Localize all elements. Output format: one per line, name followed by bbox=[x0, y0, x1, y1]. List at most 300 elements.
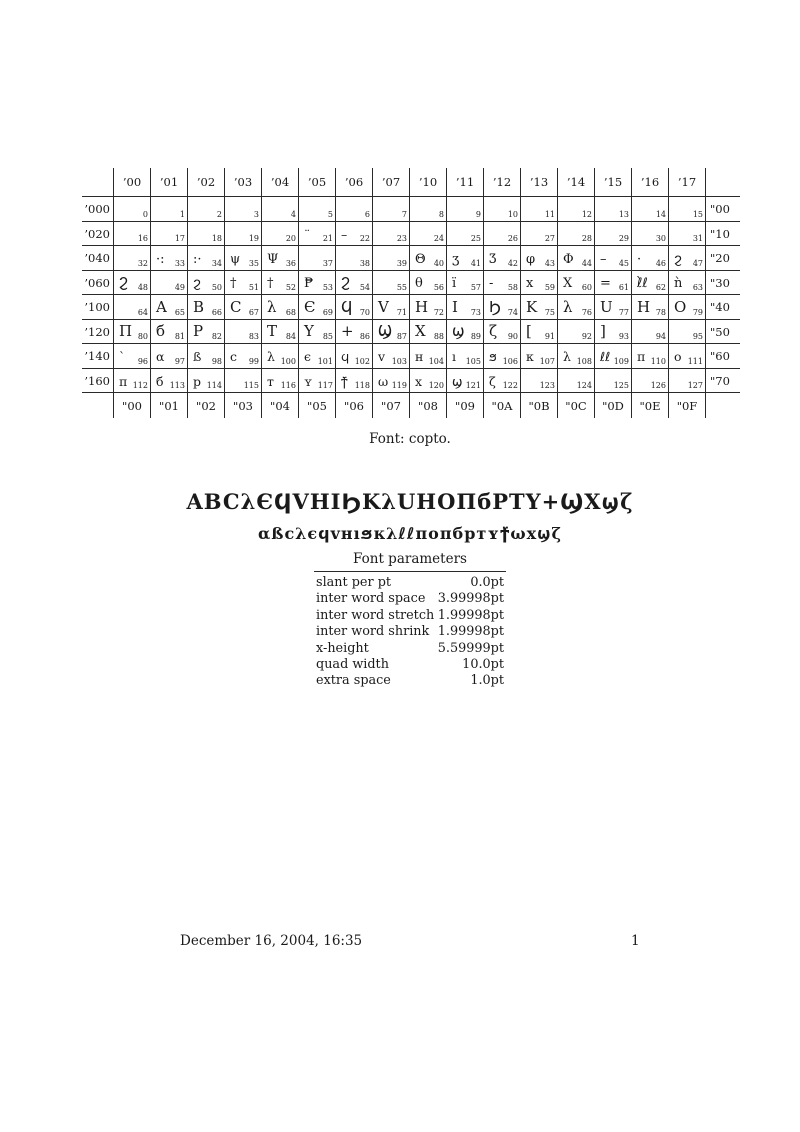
chart-cell-glyph: ·: bbox=[156, 251, 165, 267]
hex-label-bottom: "0C bbox=[557, 392, 594, 418]
chart-cell-index: 3 bbox=[253, 209, 259, 219]
chart-cell-index: 74 bbox=[507, 307, 518, 317]
chart-cell-index: 11 bbox=[544, 209, 555, 219]
chart-cell bbox=[187, 221, 224, 246]
chart-cell bbox=[150, 294, 187, 319]
col-header: ’04 bbox=[261, 168, 298, 196]
chart-cell-index: 48 bbox=[137, 283, 148, 292]
chart-cell-glyph: Ψ bbox=[267, 251, 279, 267]
chart-cell bbox=[631, 221, 668, 246]
corner-cell bbox=[82, 168, 113, 196]
chart-cell bbox=[187, 343, 224, 368]
font-parameter-row bbox=[316, 641, 504, 657]
hex-label-bottom: "0D bbox=[594, 392, 631, 418]
chart-cell bbox=[335, 221, 372, 246]
chart-cell bbox=[372, 270, 409, 295]
font-parameter-label: inter word space bbox=[316, 591, 426, 607]
chart-cell-index: 35 bbox=[248, 258, 259, 268]
chart-cell bbox=[261, 221, 298, 246]
chart-cell-index: 127 bbox=[687, 381, 703, 390]
chart-cell-glyph: – bbox=[600, 251, 607, 267]
chart-cell bbox=[261, 343, 298, 368]
chart-cell-index: 125 bbox=[613, 381, 629, 390]
chart-cell bbox=[520, 368, 557, 393]
chart-cell-index: 92 bbox=[581, 332, 592, 341]
chart-cell bbox=[224, 196, 261, 221]
chart-cell-glyph: Ʒ bbox=[489, 251, 497, 267]
chart-cell-glyph: v bbox=[378, 349, 386, 364]
chart-cell-index: 2 bbox=[216, 209, 222, 219]
chart-cell bbox=[298, 270, 335, 295]
chart-cell bbox=[372, 368, 409, 393]
chart-cell bbox=[668, 270, 705, 295]
chart-cell bbox=[409, 368, 446, 393]
font-parameter-row bbox=[316, 657, 504, 673]
chart-cell-index: 34 bbox=[211, 258, 222, 268]
chart-cell-index: 86 bbox=[359, 332, 370, 341]
chart-cell bbox=[446, 368, 483, 393]
chart-cell-glyph: φ bbox=[526, 251, 536, 267]
chart-cell bbox=[298, 368, 335, 393]
hex-label-bottom: "05 bbox=[298, 392, 335, 418]
chart-cell-index: 93 bbox=[618, 332, 629, 341]
hex-label-right: "10 bbox=[705, 221, 740, 246]
col-header: ’13 bbox=[520, 168, 557, 196]
chart-cell bbox=[150, 196, 187, 221]
chart-cell bbox=[520, 196, 557, 221]
chart-cell-glyph: λ bbox=[563, 297, 573, 316]
chart-cell bbox=[557, 270, 594, 295]
hex-label-right: "30 bbox=[705, 270, 740, 295]
hex-label-bottom: "0B bbox=[520, 392, 557, 418]
hex-label-bottom: "07 bbox=[372, 392, 409, 418]
chart-cell-glyph: H bbox=[415, 297, 429, 316]
chart-cell-index: 61 bbox=[618, 283, 629, 292]
chart-cell-index: 16 bbox=[137, 234, 148, 243]
chart-cell-glyph: · bbox=[637, 251, 642, 267]
hex-label-bottom: "06 bbox=[335, 392, 372, 418]
chart-cell bbox=[335, 319, 372, 344]
chart-cell-glyph: P bbox=[193, 322, 204, 340]
row-header: ’100 bbox=[82, 294, 113, 319]
chart-cell-index: 103 bbox=[391, 356, 407, 366]
hex-label-bottom: "04 bbox=[261, 392, 298, 418]
chart-cell-index: 120 bbox=[428, 381, 444, 390]
col-header: ’01 bbox=[150, 168, 187, 196]
chart-cell-index: 24 bbox=[433, 234, 444, 243]
chart-cell-glyph: † bbox=[230, 276, 237, 291]
chart-cell-glyph: б bbox=[156, 322, 166, 340]
chart-cell-glyph: ] bbox=[600, 322, 606, 340]
chart-cell bbox=[224, 245, 261, 270]
chart-cell-index: 8 bbox=[438, 209, 444, 219]
chart-cell-index: 99 bbox=[248, 356, 259, 366]
chart-cell bbox=[520, 319, 557, 344]
chart-cell-index: 9 bbox=[475, 209, 481, 219]
chart-cell-index: 96 bbox=[137, 356, 148, 366]
row-header: ’140 bbox=[82, 343, 113, 368]
chart-cell bbox=[446, 343, 483, 368]
chart-cell bbox=[335, 245, 372, 270]
chart-cell bbox=[372, 343, 409, 368]
chart-cell-glyph: λ bbox=[267, 297, 277, 316]
row-header: ’040 bbox=[82, 245, 113, 270]
chart-cell-index: 77 bbox=[618, 307, 629, 317]
chart-cell bbox=[594, 319, 631, 344]
font-parameter-row bbox=[316, 608, 504, 624]
chart-cell-index: 5 bbox=[327, 209, 333, 219]
chart-cell bbox=[335, 196, 372, 221]
col-header: ’05 bbox=[298, 168, 335, 196]
chart-cell-index: 10 bbox=[507, 209, 518, 219]
chart-cell-glyph: V bbox=[378, 297, 389, 316]
chart-cell bbox=[150, 343, 187, 368]
chart-cell bbox=[668, 368, 705, 393]
chart-cell-index: 85 bbox=[322, 332, 333, 341]
chart-cell bbox=[187, 319, 224, 344]
chart-cell-index: 126 bbox=[650, 381, 666, 390]
font-parameters-rows bbox=[316, 575, 504, 690]
chart-cell bbox=[298, 196, 335, 221]
chart-cell-glyph: ʒ bbox=[452, 251, 460, 267]
chart-cell-glyph: к bbox=[526, 349, 534, 364]
chart-cell-glyph: ζ bbox=[489, 322, 498, 340]
chart-cell-index: 19 bbox=[248, 234, 259, 243]
chart-cell bbox=[594, 221, 631, 246]
chart-cell-glyph: T bbox=[267, 322, 278, 340]
chart-cell-glyph: = bbox=[600, 276, 611, 291]
col-header: ’10 bbox=[409, 168, 446, 196]
chart-cell-index: 60 bbox=[581, 283, 592, 292]
hex-label-bottom: "09 bbox=[446, 392, 483, 418]
font-parameter-value: 1.99998pt bbox=[437, 607, 504, 623]
chart-cell-index: 79 bbox=[692, 307, 703, 317]
col-header: ’14 bbox=[557, 168, 594, 196]
chart-cell bbox=[224, 319, 261, 344]
chart-cell-index: 113 bbox=[169, 381, 185, 390]
chart-cell-index: 50 bbox=[211, 283, 222, 292]
col-header: ’11 bbox=[446, 168, 483, 196]
chart-cell-index: 124 bbox=[576, 381, 592, 390]
chart-cell bbox=[520, 343, 557, 368]
font-parameter-label: slant per pt bbox=[316, 575, 392, 590]
chart-cell bbox=[150, 245, 187, 270]
chart-cell-index: 55 bbox=[396, 283, 407, 292]
chart-cell-glyph: ı bbox=[452, 349, 456, 364]
chart-cell-glyph: б bbox=[156, 373, 164, 389]
chart-cell-glyph: † bbox=[267, 276, 274, 291]
chart-cell bbox=[261, 294, 298, 319]
chart-cell bbox=[187, 196, 224, 221]
chart-cell-index: 44 bbox=[581, 258, 592, 268]
chart-cell bbox=[483, 368, 520, 393]
chart-cell bbox=[668, 319, 705, 344]
row-header: ’060 bbox=[82, 270, 113, 295]
chart-cell-index: 78 bbox=[655, 307, 666, 317]
chart-cell-index: 51 bbox=[248, 283, 259, 292]
chart-cell bbox=[631, 270, 668, 295]
chart-cell-glyph: ß bbox=[193, 349, 202, 364]
page-number: 1 bbox=[631, 933, 640, 949]
chart-cell bbox=[446, 245, 483, 270]
chart-cell-index: 27 bbox=[544, 234, 555, 243]
chart-cell-index: 52 bbox=[285, 283, 296, 292]
chart-cell bbox=[594, 368, 631, 393]
chart-cell-glyph: π bbox=[119, 373, 128, 389]
chart-cell bbox=[483, 221, 520, 246]
chart-cell bbox=[113, 343, 150, 368]
chart-cell bbox=[483, 343, 520, 368]
chart-cell-index: 62 bbox=[655, 283, 666, 292]
chart-cell-glyph: U bbox=[600, 297, 613, 316]
chart-cell-index: 54 bbox=[359, 283, 370, 292]
chart-cell bbox=[187, 368, 224, 393]
chart-cell-index: 98 bbox=[211, 356, 222, 366]
chart-cell-glyph: Ϧ bbox=[489, 297, 501, 316]
chart-cell bbox=[298, 245, 335, 270]
chart-cell-index: 1 bbox=[179, 209, 185, 219]
chart-cell-index: 119 bbox=[391, 381, 407, 390]
chart-cell-index: 68 bbox=[285, 307, 296, 317]
chart-cell-glyph: ₱ bbox=[304, 276, 314, 291]
chart-cell-index: 87 bbox=[396, 332, 407, 341]
chart-cell bbox=[298, 343, 335, 368]
chart-cell-index: 109 bbox=[613, 356, 629, 366]
chart-cell bbox=[668, 196, 705, 221]
chart-cell-index: 116 bbox=[280, 381, 296, 390]
chart-cell-index: 20 bbox=[285, 234, 296, 243]
col-header: ’07 bbox=[372, 168, 409, 196]
chart-cell-index: 118 bbox=[354, 381, 370, 390]
chart-cell-index: 107 bbox=[539, 356, 555, 366]
chart-cell-glyph: ω bbox=[378, 373, 389, 389]
chart-cell-index: 64 bbox=[137, 307, 148, 317]
chart-cell-index: 32 bbox=[137, 258, 148, 268]
chart-cell-index: 114 bbox=[206, 381, 222, 390]
chart-cell bbox=[409, 270, 446, 295]
chart-cell-index: 31 bbox=[692, 234, 703, 243]
chart-cell-glyph: Ϩ bbox=[119, 276, 128, 291]
chart-cell bbox=[372, 196, 409, 221]
chart-cell bbox=[631, 368, 668, 393]
chart-cell-index: 112 bbox=[132, 381, 148, 390]
chart-cell bbox=[298, 294, 335, 319]
chart-cell bbox=[372, 221, 409, 246]
col-header: ’03 bbox=[224, 168, 261, 196]
chart-cell bbox=[557, 294, 594, 319]
chart-cell-index: 53 bbox=[322, 283, 333, 292]
chart-cell-glyph: θ bbox=[415, 276, 423, 291]
chart-cell-glyph: н bbox=[415, 349, 424, 364]
chart-cell-glyph: ℓℓ bbox=[600, 349, 611, 364]
chart-cell-index: 36 bbox=[285, 258, 296, 268]
chart-cell-index: 83 bbox=[248, 332, 259, 341]
chart-cell bbox=[483, 270, 520, 295]
font-parameters-table bbox=[316, 551, 504, 690]
chart-cell-glyph: Υ bbox=[304, 322, 314, 340]
chart-cell bbox=[557, 343, 594, 368]
chart-cell bbox=[335, 294, 372, 319]
chart-cell bbox=[520, 294, 557, 319]
chart-cell bbox=[298, 221, 335, 246]
chart-cell-index: 111 bbox=[687, 356, 703, 366]
chart-cell-glyph: ϥ bbox=[341, 349, 350, 364]
chart-cell-glyph: т bbox=[267, 373, 274, 389]
hex-label-bottom: "00 bbox=[113, 392, 150, 418]
chart-cell-glyph: O bbox=[674, 297, 687, 316]
chart-cell-index: 6 bbox=[364, 209, 370, 219]
chart-cell-glyph: + bbox=[341, 322, 354, 340]
hex-label-right: "00 bbox=[705, 196, 740, 221]
chart-cell bbox=[594, 294, 631, 319]
chart-cell bbox=[372, 319, 409, 344]
chart-cell-index: 43 bbox=[544, 258, 555, 268]
chart-cell-glyph: X bbox=[563, 276, 573, 291]
chart-cell bbox=[668, 221, 705, 246]
chart-cell bbox=[594, 343, 631, 368]
divider bbox=[314, 571, 506, 572]
chart-cell-index: 47 bbox=[692, 258, 703, 268]
chart-cell-glyph: λ bbox=[563, 349, 571, 364]
footer-date: December 16, 2004, 16:35 bbox=[180, 933, 363, 949]
chart-cell bbox=[483, 294, 520, 319]
chart-cell-index: 121 bbox=[465, 381, 481, 390]
chart-cell bbox=[446, 294, 483, 319]
chart-cell-index: 67 bbox=[248, 307, 259, 317]
chart-cell-glyph: Є bbox=[304, 297, 316, 316]
chart-cell bbox=[668, 245, 705, 270]
corner-cell bbox=[705, 168, 740, 196]
chart-cell bbox=[631, 319, 668, 344]
chart-cell bbox=[483, 319, 520, 344]
chart-cell bbox=[224, 221, 261, 246]
chart-cell-index: 12 bbox=[581, 209, 592, 219]
chart-cell-glyph: C bbox=[230, 297, 242, 316]
font-parameter-label: inter word stretch bbox=[316, 607, 435, 623]
chart-cell bbox=[594, 245, 631, 270]
font-parameter-value: 10.0pt bbox=[462, 657, 504, 673]
chart-cell bbox=[150, 319, 187, 344]
font-parameter-value: 1.0pt bbox=[470, 673, 504, 689]
sample-uppercase: ABCλЄϤVHIϦKλUHOΠбPTΥ+ϢXϣζ bbox=[186, 489, 634, 514]
chart-cell-index: 7 bbox=[401, 209, 407, 219]
chart-cell-index: 42 bbox=[507, 258, 518, 268]
hex-label-right: "70 bbox=[705, 368, 740, 393]
chart-cell-index: 94 bbox=[655, 332, 666, 341]
chart-cell bbox=[483, 196, 520, 221]
chart-cell-index: 40 bbox=[433, 258, 444, 268]
chart-cell bbox=[631, 196, 668, 221]
col-header: ’06 bbox=[335, 168, 372, 196]
chart-cell bbox=[557, 245, 594, 270]
chart-cell-index: 104 bbox=[428, 356, 444, 366]
chart-cell bbox=[409, 221, 446, 246]
chart-cell bbox=[557, 368, 594, 393]
chart-cell-index: 29 bbox=[618, 234, 629, 243]
chart-cell bbox=[446, 221, 483, 246]
chart-cell-index: 23 bbox=[396, 234, 407, 243]
chart-cell-glyph: ϯ̈ bbox=[341, 373, 348, 389]
col-header: ’16 bbox=[631, 168, 668, 196]
chart-cell-glyph: K bbox=[526, 297, 538, 316]
chart-cell-index: 0 bbox=[142, 209, 148, 219]
chart-cell-index: 13 bbox=[618, 209, 629, 219]
chart-cell-index: 72 bbox=[433, 307, 444, 317]
font-parameter-value: 3.99998pt bbox=[437, 591, 504, 607]
chart-cell-glyph: ϣ bbox=[452, 322, 465, 340]
chart-cell-index: 69 bbox=[322, 307, 333, 317]
font-parameter-row bbox=[316, 591, 504, 607]
chart-cell-index: 41 bbox=[470, 258, 481, 268]
col-header: ’00 bbox=[113, 168, 150, 196]
chart-cell bbox=[113, 196, 150, 221]
chart-cell-index: 84 bbox=[285, 332, 296, 341]
chart-cell-glyph: B bbox=[193, 297, 205, 316]
chart-cell-index: 71 bbox=[396, 307, 407, 317]
chart-cell-index: 21 bbox=[322, 234, 333, 243]
chart-cell bbox=[187, 294, 224, 319]
chart-cell bbox=[150, 368, 187, 393]
chart-cell-glyph: Ϥ bbox=[341, 297, 353, 316]
chart-cell bbox=[631, 294, 668, 319]
chart-cell bbox=[409, 196, 446, 221]
chart-cell bbox=[446, 270, 483, 295]
chart-cell-glyph: ℓ̀ℓ bbox=[637, 276, 648, 291]
chart-cell-index: 89 bbox=[470, 332, 481, 341]
chart-cell-glyph: [ bbox=[526, 322, 532, 340]
chart-cell bbox=[668, 294, 705, 319]
chart-cell-glyph: Π bbox=[119, 322, 133, 340]
chart-cell bbox=[224, 368, 261, 393]
chart-cell bbox=[150, 221, 187, 246]
chart-cell bbox=[113, 270, 150, 295]
chart-cell-glyph: α bbox=[156, 349, 165, 364]
chart-cell-glyph: Ϩ bbox=[341, 276, 350, 291]
hex-label-right: "20 bbox=[705, 245, 740, 270]
chart-cell bbox=[335, 368, 372, 393]
chart-cell-index: 30 bbox=[655, 234, 666, 243]
chart-cell bbox=[409, 319, 446, 344]
chart-cell bbox=[261, 196, 298, 221]
chart-cell bbox=[224, 343, 261, 368]
chart-cell-index: 56 bbox=[433, 283, 444, 292]
chart-cell-index: 37 bbox=[322, 258, 333, 268]
col-header: ’17 bbox=[668, 168, 705, 196]
col-header: ’12 bbox=[483, 168, 520, 196]
chart-cell bbox=[446, 196, 483, 221]
chart-cell-index: 105 bbox=[465, 356, 481, 366]
chart-cell bbox=[557, 319, 594, 344]
hex-label-right: "50 bbox=[705, 319, 740, 344]
chart-cell bbox=[224, 270, 261, 295]
chart-cell bbox=[557, 221, 594, 246]
chart-cell-glyph: ` bbox=[119, 349, 126, 364]
chart-cell bbox=[409, 245, 446, 270]
font-parameter-row bbox=[316, 575, 504, 591]
chart-cell-index: 70 bbox=[359, 307, 370, 317]
chart-cell-glyph: X bbox=[415, 322, 426, 340]
chart-cell-glyph: ϣ bbox=[452, 373, 463, 389]
chart-cell-index: 106 bbox=[502, 356, 518, 366]
chart-cell bbox=[113, 221, 150, 246]
chart-cell-index: 95 bbox=[692, 332, 703, 341]
chart-cell-index: 63 bbox=[692, 283, 703, 292]
chart-cell-index: 117 bbox=[317, 381, 333, 390]
chart-cell bbox=[187, 270, 224, 295]
chart-cell-index: 123 bbox=[539, 381, 555, 390]
chart-cell bbox=[261, 368, 298, 393]
chart-cell bbox=[335, 270, 372, 295]
